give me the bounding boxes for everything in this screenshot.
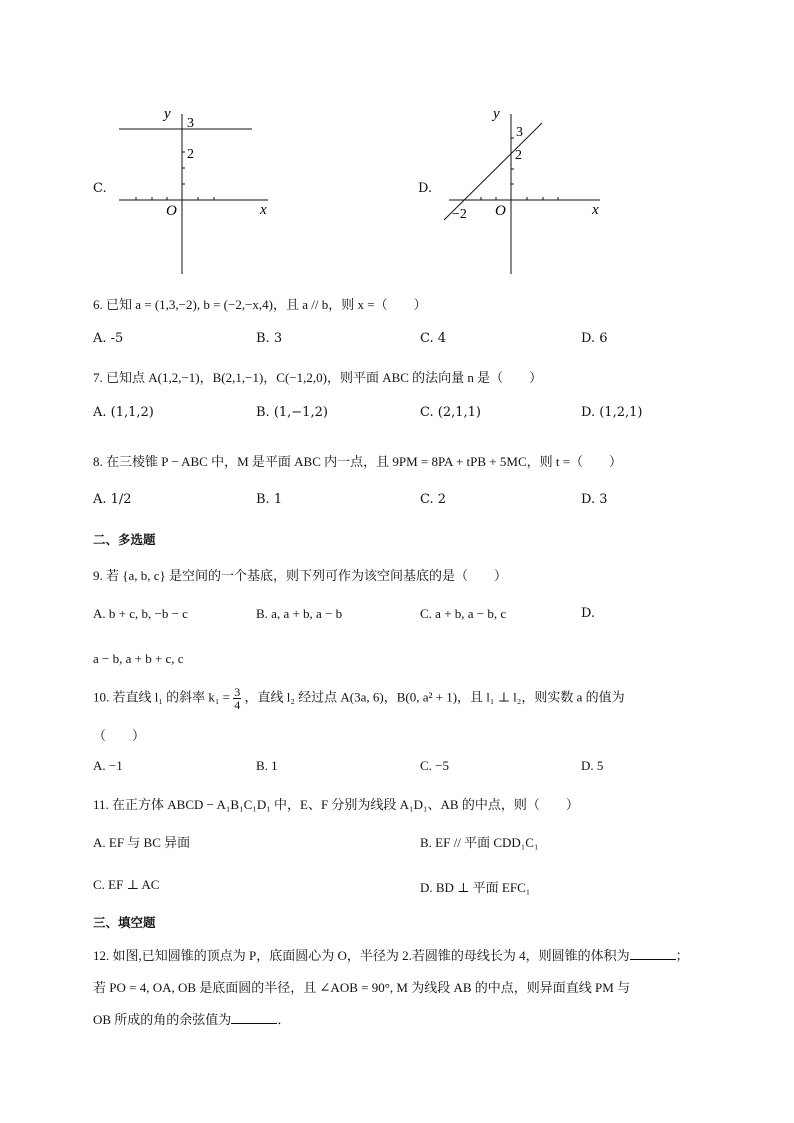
q10-option-d[interactable]: D. 5: [581, 758, 604, 773]
tick-neg2-d: −2: [452, 207, 467, 222]
question-12-line1: [93, 945, 689, 964]
q10-option-c[interactable]: C. −5: [420, 758, 450, 773]
option-d-label: D.: [418, 181, 433, 196]
q7-option-d[interactable]: D. (1,2,1): [581, 405, 643, 420]
x-label-c: x: [260, 202, 267, 218]
y-label-c: y: [164, 106, 171, 122]
question-6-stem: 6. 已知 a = (1,3,−2), b = (−2,−x,4)，且 a // b，则 x =（ ）: [93, 297, 427, 312]
option-c-label: C.: [93, 181, 107, 196]
q9-option-b[interactable]: B. a, a + b, a − b: [256, 606, 343, 621]
origin-label-d: O: [495, 203, 506, 219]
q8-option-d[interactable]: D. 3: [581, 492, 608, 507]
q10-option-b[interactable]: B. 1: [256, 758, 278, 773]
q11-option-d[interactable]: D. BD ⊥ 平面 EFC₁: [420, 880, 531, 895]
section-multi-choice-heading: 二、多选题: [93, 532, 156, 547]
q10-slope-fraction: [233, 686, 241, 711]
q7-option-c[interactable]: C. (2,1,1): [420, 405, 481, 420]
q12-line3-end: ．: [277, 1012, 291, 1027]
question-7-stem: 7. 已知点 A(1,2,−1)，B(2,1,−1)，C(−1,2,0)，则平面 ABC 的法向量 n 是（ ）: [93, 370, 543, 385]
q9-option-d-body[interactable]: a − b, a + b + c, c: [93, 651, 184, 666]
q12-line3-text: OB 所成的角的余弦值为: [93, 1012, 232, 1027]
question-10-stem: [93, 686, 625, 711]
tick-2-d: 2: [515, 148, 522, 163]
q7-option-a[interactable]: A. (1,1,2): [93, 405, 154, 420]
question-12-line2: 若 PO = 4, OA, OB 是底面圆的半径，且 ∠AOB = 90°, M 为线段 AB 的中点，则异面直线 PM 与: [93, 980, 631, 995]
graph-d: [440, 100, 610, 278]
q12-line1-end: ；: [675, 948, 689, 963]
graph-c: [110, 100, 270, 278]
question-8-stem: 8. 在三棱锥 P − ABC 中，M 是平面 ABC 内一点，且 9PM = 8PA + tPB + 5MC，则 t =（ ）: [93, 454, 623, 469]
question-12-line3: [93, 1009, 290, 1028]
q11-option-b[interactable]: B. EF // 平面 CDD₁C₁: [420, 835, 539, 850]
q10-frac-den: 4: [234, 698, 241, 712]
q6-option-a[interactable]: A. -5: [93, 331, 124, 346]
q10-stem-start: 10. 若直线 l₁ 的斜率 k₁ =: [93, 689, 231, 705]
question-9-stem: 9. 若 {a, b, c} 是空间的一个基底，则下列可作为该空间基底的是（ ）: [93, 568, 508, 583]
q11-option-c[interactable]: C. EF ⊥ AC: [93, 877, 160, 892]
tick-3-c: 3: [187, 116, 194, 131]
slanted-line-d: [444, 123, 542, 220]
q12-blank-1[interactable]: [630, 947, 676, 960]
origin-label-c: O: [166, 203, 177, 219]
q10-stem-end: ，直线 l₂ 经过点 A(3a, 6)，B(0, a² + 1)，且 l₁ ⊥ l₂，则实数 a 的值为: [244, 689, 625, 705]
q6-option-d[interactable]: D. 6: [581, 331, 608, 346]
q8-option-b[interactable]: B. 1: [256, 492, 283, 507]
q10-option-a[interactable]: A. −1: [93, 758, 123, 773]
q11-option-a[interactable]: A. EF 与 BC 异面: [93, 835, 191, 850]
q9-option-c[interactable]: C. a + b, a − b, c: [420, 606, 507, 621]
q8-option-c[interactable]: C. 2: [420, 492, 447, 507]
q6-option-c[interactable]: C. 4: [420, 331, 447, 346]
x-label-d: x: [592, 202, 599, 218]
q9-option-d[interactable]: D.: [581, 606, 596, 621]
q7-option-b[interactable]: B. (1,−1,2): [256, 405, 328, 420]
section-fill-blank-heading: 三、填空题: [93, 915, 156, 930]
q12-blank-2[interactable]: [231, 1011, 277, 1024]
question-11-stem: 11. 在正方体 ABCD − A₁B₁C₁D₁ 中，E、F 分别为线段 A₁D₁、AB 的中点，则（ ）: [93, 797, 579, 812]
tick-3-d: 3: [516, 125, 523, 140]
tick-2-c: 2: [187, 147, 194, 162]
q10-stem-paren: （ ）: [93, 728, 146, 743]
q10-frac-num: 3: [234, 685, 241, 699]
q6-option-b[interactable]: B. 3: [256, 331, 283, 346]
q9-option-a[interactable]: A. b + c, b, −b − c: [93, 606, 188, 621]
y-label-d: y: [493, 106, 500, 122]
q12-line1-text: 12. 如图,已知圆锥的顶点为 P，底面圆心为 O，半径为 2.若圆锥的母线长为 4，则圆锥的体积为: [93, 948, 630, 963]
q8-option-a[interactable]: A. 1/2: [93, 492, 132, 507]
